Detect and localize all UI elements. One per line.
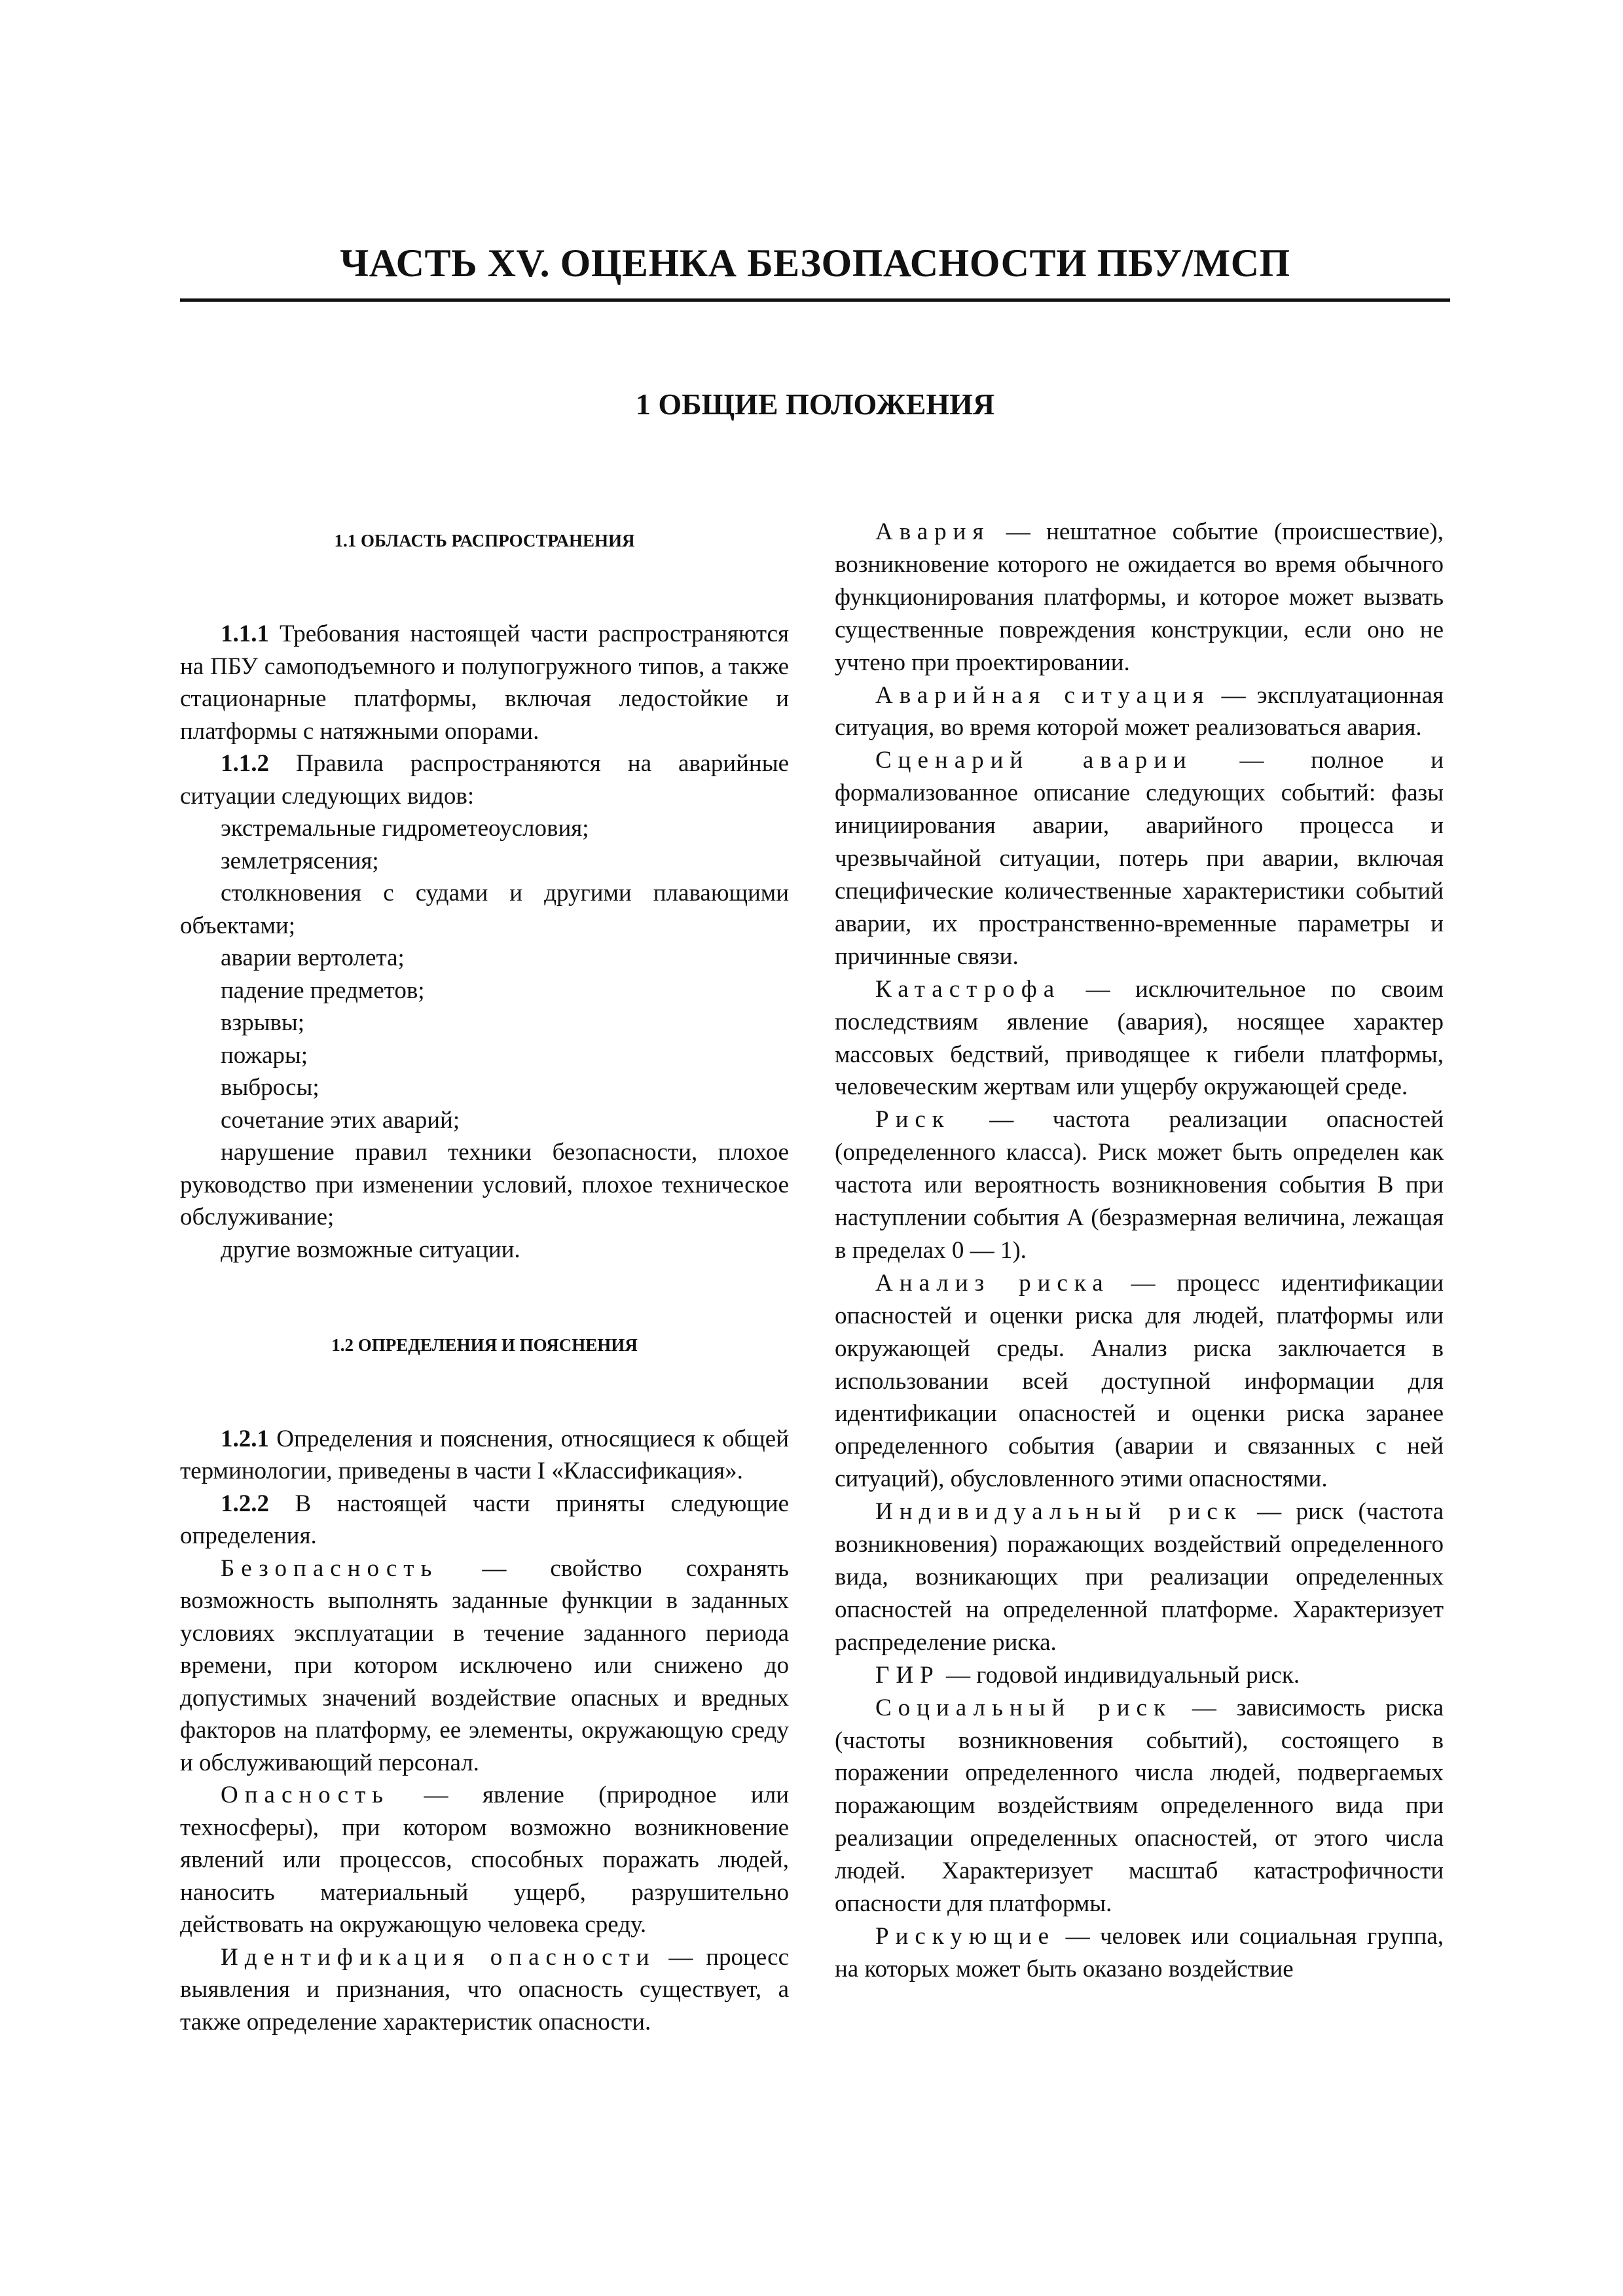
definition-risk-bearers [835, 1920, 1444, 1986]
definition-term: ГИР [875, 1661, 940, 1689]
section-title: 1 ОБЩИЕ ПОЛОЖЕНИЯ [635, 387, 995, 421]
definition-hazard-identification [180, 1941, 789, 2039]
definition-accident [835, 516, 1444, 679]
left-column [180, 517, 789, 2038]
list-item: выбросы; [221, 1074, 319, 1102]
definition-safety [180, 1552, 789, 1780]
definition-text: — годовой индивидуальный риск. [939, 1661, 1300, 1689]
clause-text: Определения и пояснения, относящиеся к общей терминологии, приведены в части I «Классификация». [180, 1425, 789, 1485]
definition-text: — зависимость риска (частоты возникновения событий), состоящего в поражении определенного числа людей, подвергаемых поражающим воздействиям определенного вида при реализации определенных опасностей, от этого числа людей. Характеризует масштаб катастрофичности опасности для платформы. [835, 1694, 1444, 1918]
list-item: нарушение правил техники безопасности, плохое руководство при изменении условий, плохое техническое обслуживание; [180, 1139, 789, 1231]
list-item: аварии вертолета; [221, 944, 405, 972]
clause-number: 1.1.2 [221, 750, 269, 778]
definition-social-risk [835, 1692, 1444, 1920]
clause-number: 1.2.2 [221, 1490, 269, 1517]
list-item: падение предметов; [221, 977, 425, 1004]
definition-gir [835, 1659, 1444, 1692]
definition-text: — частота реализации опасностей (определенного класса). Риск может быть определен как частота или вероятность возникновения события В при наступлении события А (безразмерная величина, лежащая в пределах 0 — 1). [835, 1106, 1444, 1264]
list-item: экстремальные гидрометеоусловия; [221, 815, 589, 842]
title-rule [180, 298, 1450, 302]
clause-text: В настоящей части приняты следующие определения. [180, 1490, 789, 1550]
definition-catastrophe [835, 973, 1444, 1104]
paragraph-1-1-2 [180, 747, 789, 812]
paragraph-1-2-1 [180, 1423, 789, 1488]
definition-hazard [180, 1779, 789, 1941]
clause-text: Правила распространяются на аварийные ситуации следующих видов: [180, 750, 789, 810]
definition-term: Опасность [221, 1782, 390, 1809]
list-item: пожары; [221, 1041, 308, 1069]
paragraph-1-2-2 [180, 1488, 789, 1552]
definition-text: — нештатное событие (происшествие), возникновение которого не ожидается во время обычного функционирования платформы, и которое может вызвать существенные повреждения конструкции, если оно не учтено при проектировании. [835, 518, 1444, 676]
list-item: взрывы; [221, 1009, 305, 1037]
definition-text: — полное и формализованное описание следующих событий: фазы инициирования аварии, аварийного процесса и чрезвычайной ситуации, потерь при аварии, включая специфические количественные характеристики событий аварии, их пространственно-временные параметры и причинные связи. [835, 747, 1444, 970]
definition-term: Риск [875, 1106, 951, 1134]
definition-text: — явление (природное или техносферы), при котором возможно возникновение явлений или процессов, способных поражать людей, наносить материальный ущерб, разрушительно действовать на окружающую человека среду. [180, 1782, 789, 1939]
definition-term: Аварийная ситуация [875, 681, 1211, 709]
subsection-title-definitions: 1.2 ОПРЕДЕЛЕНИЯ И ПОЯСНЕНИЯ [331, 1335, 638, 1355]
definition-text: — эксплуатационная ситуация, во время которой может реализоваться авария. [835, 681, 1444, 742]
definition-emergency-situation [835, 679, 1444, 745]
right-column [835, 516, 1444, 1986]
definition-text: — риск (частота возникновения) поражающих воздействий определенного вида, возникающих при реализации определенных опасностей на определенной платформе. Характеризует распределение риска. [835, 1498, 1444, 1656]
definition-term: Идентификация опасности [221, 1943, 656, 1971]
definition-text: — процесс идентификации опасностей и оценки риска для людей, платформы или окружающей среды. Анализ риска заключается в использовании всей доступной информации для идентификации опасностей и оценки риска заранее определенного события (аварии и связанных с ней ситуаций), обусловленного этими опасностями. [835, 1269, 1444, 1493]
definition-term: Катастрофа [875, 975, 1061, 1003]
accident-types-list [180, 812, 789, 1266]
definition-risk [835, 1103, 1444, 1267]
definition-text: — свойство сохранять возможность выполнять заданные функции в заданных условиях эксплуатации в течение заданного периода времени, при котором исключено или снижено до допустимых значений воздействие опасных и вредных факторов на платформу, ее элементы, окружающую среду и обслуживающий персонал. [180, 1554, 789, 1776]
clause-number: 1.2.1 [221, 1425, 269, 1452]
clause-text: Требования настоящей части распространяются на ПБУ самоподъемного и полупогружного типов, а также стационарные платформы, включая ледостойкие и платформы с натяжными опорами. [180, 620, 789, 745]
list-item: другие возможные ситуации. [221, 1236, 520, 1263]
clause-number: 1.1.1 [221, 620, 269, 648]
list-item: землетрясения; [221, 847, 379, 874]
definition-individual-risk [835, 1496, 1444, 1659]
definition-accident-scenario [835, 744, 1444, 973]
definition-text: — исключительное по своим последствиям явление (авария), носящее характер массовых бедствий, приводящее к гибели платформы, человеческим жертвам или ущербу окружающей среде. [835, 975, 1444, 1101]
definition-term: Сценарий аварии [875, 747, 1193, 774]
definition-term: Индивидуальный риск [875, 1498, 1243, 1526]
definition-text: — процесс выявления и признания, что опасность существует, а также определение характеристик опасности. [180, 1943, 789, 2036]
definition-term: Авария [875, 518, 991, 545]
definition-risk-analysis [835, 1267, 1444, 1496]
paragraph-1-1-1 [180, 618, 789, 747]
definition-term: Рискующие [875, 1922, 1056, 1950]
subsection-title-scope: 1.1 ОБЛАСТЬ РАСПРОСТРАНЕНИЯ [334, 531, 635, 550]
definition-term: Безопасность [221, 1554, 439, 1582]
list-item: столкновения с судами и другими плавающими объектами; [180, 880, 789, 939]
list-item: сочетание этих аварий; [221, 1106, 460, 1134]
definition-text: — человек или социальная группа, на которых может быть оказано воздействие [835, 1922, 1444, 1982]
definition-term: Анализ риска [875, 1269, 1110, 1297]
definition-term: Социальный риск [875, 1694, 1172, 1721]
part-title: ЧАСТЬ XV. ОЦЕНКА БЕЗОПАСНОСТИ ПБУ/МСП [340, 242, 1290, 285]
